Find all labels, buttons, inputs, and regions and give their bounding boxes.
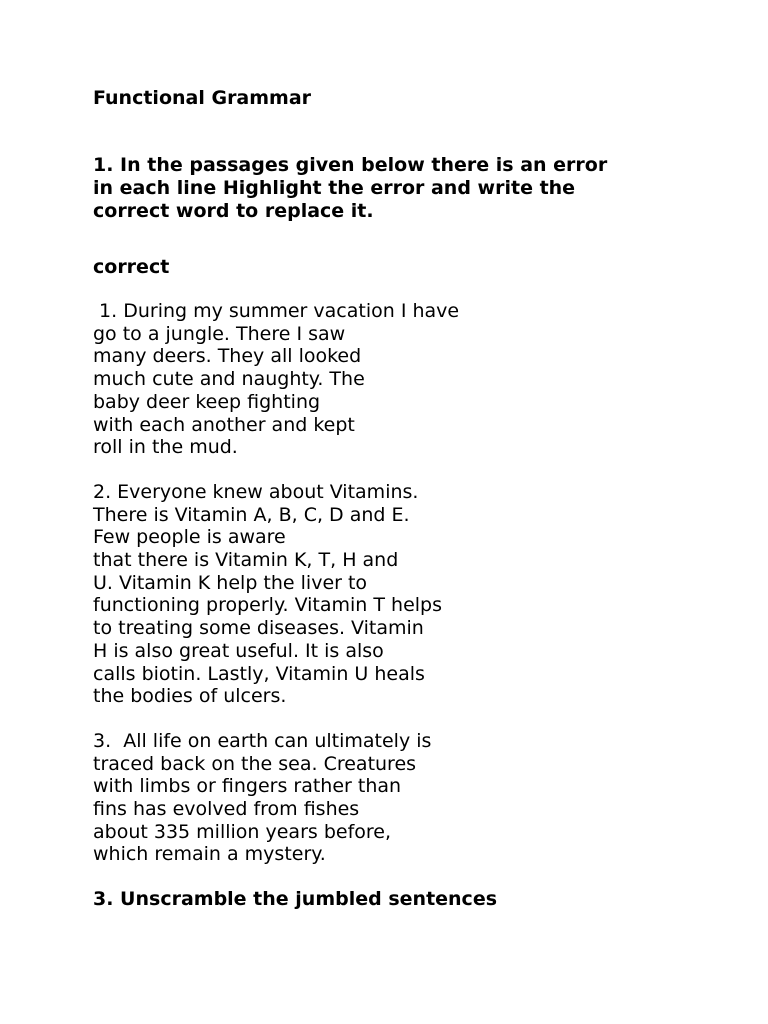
passage-line: the bodies of ulcers. (93, 685, 287, 708)
passage-line: many deers. They all looked (93, 345, 362, 368)
document-title: Functional Grammar (93, 87, 312, 109)
instruction-line: 1. In the passages given below there is an error (93, 154, 608, 176)
passage-line: H is also great useful. It is also (93, 639, 384, 662)
instruction-text (93, 154, 733, 223)
instruction-line: in each line Highlight the error and write the (93, 177, 576, 199)
passage-line: 1. During my summer vacation I have (93, 300, 460, 322)
passage-line: that there is Vitamin K, T, H and (93, 549, 399, 572)
passage-2 (93, 481, 733, 708)
passage-line: go to a jungle. There I saw (93, 322, 346, 345)
passage-line: much cute and naughty. The (93, 368, 365, 391)
passage-line: There is Vitamin A, B, C, D and E. (93, 503, 410, 526)
passage-3 (93, 730, 733, 866)
passage-line: with each another and kept (93, 413, 355, 436)
passage-line: with limbs or fingers rather than (93, 775, 402, 798)
passage-line: Few people is aware (93, 526, 286, 549)
passage-line: traced back on the sea. Creatures (93, 752, 417, 775)
passage-line: calls biotin. Lastly, Vitamin U heals (93, 662, 425, 685)
passage-line: 2. Everyone knew about Vitamins. (93, 480, 419, 503)
passage-line: U. Vitamin K help the liver to (93, 571, 368, 594)
correct-label: correct (93, 256, 170, 278)
passage-line: roll in the mud. (93, 436, 238, 459)
passage-line: fins has evolved from fishes (93, 798, 360, 821)
document-page (93, 86, 733, 911)
passage-line: 3. All life on earth can ultimately is (93, 729, 432, 752)
passage-line: which remain a mystery. (93, 843, 326, 866)
section-3-heading: 3. Unscramble the jumbled sentences (93, 888, 498, 911)
passage-line: about 335 million years before, (93, 820, 392, 843)
passage-1 (93, 300, 733, 459)
passage-line: functioning properly. Vitamin T helps (93, 594, 443, 617)
passage-line: to treating some diseases. Vitamin (93, 617, 424, 640)
instruction-line: correct word to replace it. (93, 200, 374, 222)
passage-line: baby deer keep fighting (93, 390, 321, 413)
